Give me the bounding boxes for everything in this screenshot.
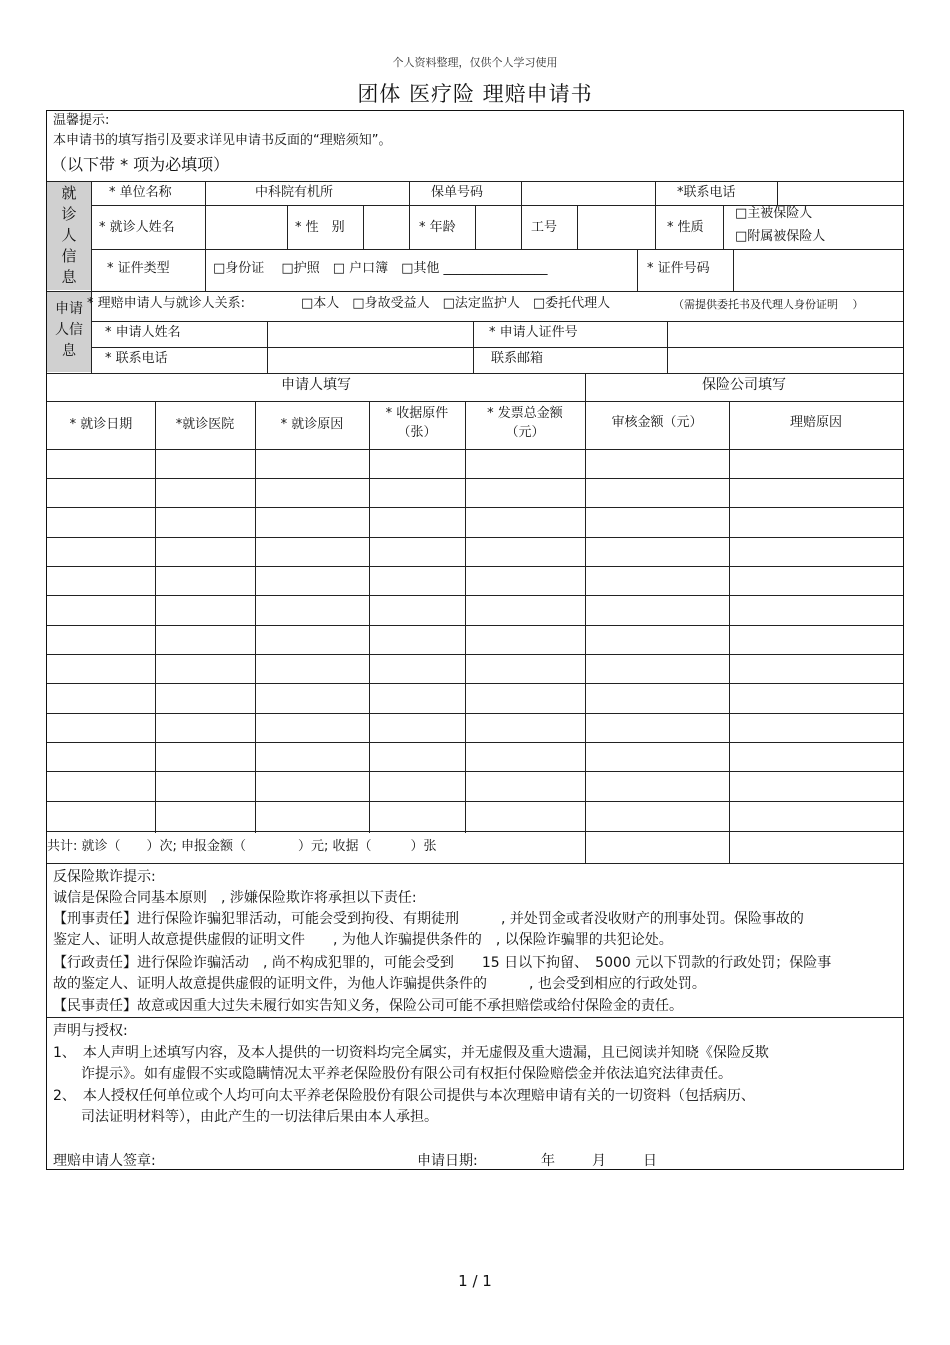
col-receipts: * 收据原件 （张） xyxy=(385,406,449,440)
table-row[interactable] xyxy=(47,537,903,538)
applicant-email-field[interactable] xyxy=(669,348,901,372)
table-row[interactable] xyxy=(47,713,903,714)
applicant-section-header: 申请人填写 xyxy=(281,377,351,393)
declaration-item2-line1: 2、 本人授权任何单位或个人均可向太平养老保险股份有限公司提供与本次理赔申请有关的一切资料（包括病历、 xyxy=(53,1088,755,1104)
col-reason: * 就诊原因 xyxy=(280,417,344,432)
table-row[interactable] xyxy=(47,771,903,772)
claims-total-line: 共计: 就诊（ ）次; 申报金额（ ）元; 收据（ ）张 xyxy=(47,839,437,854)
page-title: 团体 医疗险 理赔申请书 xyxy=(357,82,593,106)
gender-field[interactable] xyxy=(365,206,407,248)
date-day: 日 xyxy=(643,1153,657,1169)
id-no-field[interactable] xyxy=(735,250,901,290)
nature-option-primary[interactable]: □主被保险人 xyxy=(735,206,813,221)
nature-option-dependent[interactable]: □附属被保险人 xyxy=(735,229,826,244)
col-visit-date: * 就诊日期 xyxy=(69,417,133,432)
declaration-heading: 声明与授权: xyxy=(53,1023,128,1039)
claim-form xyxy=(46,110,904,1170)
signature-label: 理赔申请人签章: xyxy=(53,1153,156,1169)
date-year: 年 xyxy=(541,1153,555,1169)
age-field[interactable] xyxy=(477,206,519,248)
date-month: 月 xyxy=(592,1153,606,1169)
relation-label: * 理赔申请人与就诊人关系: xyxy=(87,296,246,311)
fraud-line5: 故的鉴定人、证明人故意提供虚假的证明文件，为他人诈骗提供条件的 , 也会受到相应的行政处罚。 xyxy=(53,976,706,992)
table-row[interactable] xyxy=(47,742,903,743)
reminder-line1: 本申请书的填写指引及要求详见申请书反面的“理赔须知”。 xyxy=(53,133,392,148)
applicant-phone-field[interactable] xyxy=(269,348,471,372)
phone-label: *联系电话 xyxy=(677,185,736,200)
header-note: 个人资料整理，仅供个人学习使用 xyxy=(392,56,558,69)
age-label: * 年龄 xyxy=(419,220,456,235)
table-row[interactable] xyxy=(47,478,903,479)
applicant-id-field[interactable] xyxy=(669,322,901,346)
patient-name-label: * 就诊人姓名 xyxy=(99,220,175,235)
relation-options[interactable]: □本人 □身故受益人 □法定监护人 □委托代理人 xyxy=(301,296,611,311)
table-row[interactable] xyxy=(47,595,903,596)
table-row[interactable] xyxy=(47,625,903,626)
unit-name-value: 中科院有机所 xyxy=(255,185,334,200)
fraud-line4: 【行政责任】进行保险诈骗活动 , 尚不构成犯罪的，可能会受到 15 日以下拘留、 5000 元以下罚款的行政处罚；保险事 xyxy=(53,955,832,971)
declaration-item1-line1: 1、 本人声明上述填写内容，及本人提供的一切资料均完全属实，并无虚假及重大遗漏，且已阅读并知晓《保险反欺 xyxy=(53,1045,769,1061)
page-number: 1 / 1 xyxy=(458,1272,492,1290)
col-hospital: *就诊医院 xyxy=(175,417,235,432)
policy-no-label: 保单号码 xyxy=(431,185,484,200)
reminder-heading: 温馨提示: xyxy=(53,113,110,128)
fraud-line3: 鉴定人、证明人故意提供虚假的证明文件 , 为他人诈骗提供条件的 , 以保险诈骗罪的共犯论处。 xyxy=(53,932,673,948)
applicant-name-label: * 申请人姓名 xyxy=(105,325,181,340)
col-invoice-amount: * 发票总金额 （元） xyxy=(487,406,563,440)
relation-note: （需提供委托书及代理人身份证明 ） xyxy=(673,298,864,311)
unit-name-label: * 单位名称 xyxy=(109,185,172,200)
job-no-field[interactable] xyxy=(579,206,653,248)
id-type-options[interactable]: □身份证 □护照 □ 户口簿 □其他 ________________ xyxy=(213,261,548,276)
table-row[interactable] xyxy=(47,654,903,655)
job-no-label: 工号 xyxy=(531,220,558,235)
patient-name-field[interactable] xyxy=(207,206,285,248)
phone-field[interactable] xyxy=(779,182,901,204)
nature-label: * 性质 xyxy=(667,220,704,235)
table-row[interactable] xyxy=(47,566,903,567)
applicant-info-label: 申请 人信 息 xyxy=(55,301,83,359)
col-claim-reason: 理赔原因 xyxy=(789,415,842,430)
declaration-item1-line2: 诈提示》。如有虚假不实或隐瞒情况太平养老保险股份有限公司有权拒付保险赔偿金并依法追究法律责任。 xyxy=(81,1066,732,1082)
applicant-email-label: 联系邮箱 xyxy=(491,351,544,366)
date-label: 申请日期: xyxy=(417,1153,478,1169)
fraud-line6: 【民事责任】故意或因重大过失未履行如实告知义务，保险公司可能不承担赔偿或给付保险金的责任。 xyxy=(53,998,683,1014)
applicant-name-field[interactable] xyxy=(269,322,471,346)
fraud-line2: 【刑事责任】进行保险诈骗犯罪活动，可能会受到拘役、有期徒刑 , 并处罚金或者没收财产的刑事处罚。保险事故的 xyxy=(53,911,804,927)
declaration-item2-line2: 司法证明材料等），由此产生的一切法律后果由本人承担。 xyxy=(81,1109,438,1125)
id-no-label: * 证件号码 xyxy=(647,261,710,276)
col-approved-amount: 审核金额（元） xyxy=(611,415,703,430)
signature-field[interactable] xyxy=(167,1147,407,1169)
table-row[interactable] xyxy=(47,507,903,508)
insurer-section-header: 保险公司填写 xyxy=(702,377,786,393)
gender-label: * 性 别 xyxy=(295,220,345,235)
applicant-id-label: * 申请人证件号 xyxy=(489,325,578,340)
policy-no-field[interactable] xyxy=(523,182,653,204)
fraud-heading: 反保险欺诈提示: xyxy=(53,869,156,885)
reminder-line2: （以下带 * 项为必填项） xyxy=(51,155,230,174)
id-type-label: * 证件类型 xyxy=(107,261,170,276)
patient-info-label: 就 诊 人 信 息 xyxy=(61,184,77,286)
applicant-phone-label: * 联系电话 xyxy=(105,351,168,366)
fraud-line1: 诚信是保险合同基本原则 , 涉嫌保险欺诈将承担以下责任: xyxy=(53,890,417,906)
table-row[interactable] xyxy=(47,801,903,802)
table-row[interactable] xyxy=(47,683,903,684)
